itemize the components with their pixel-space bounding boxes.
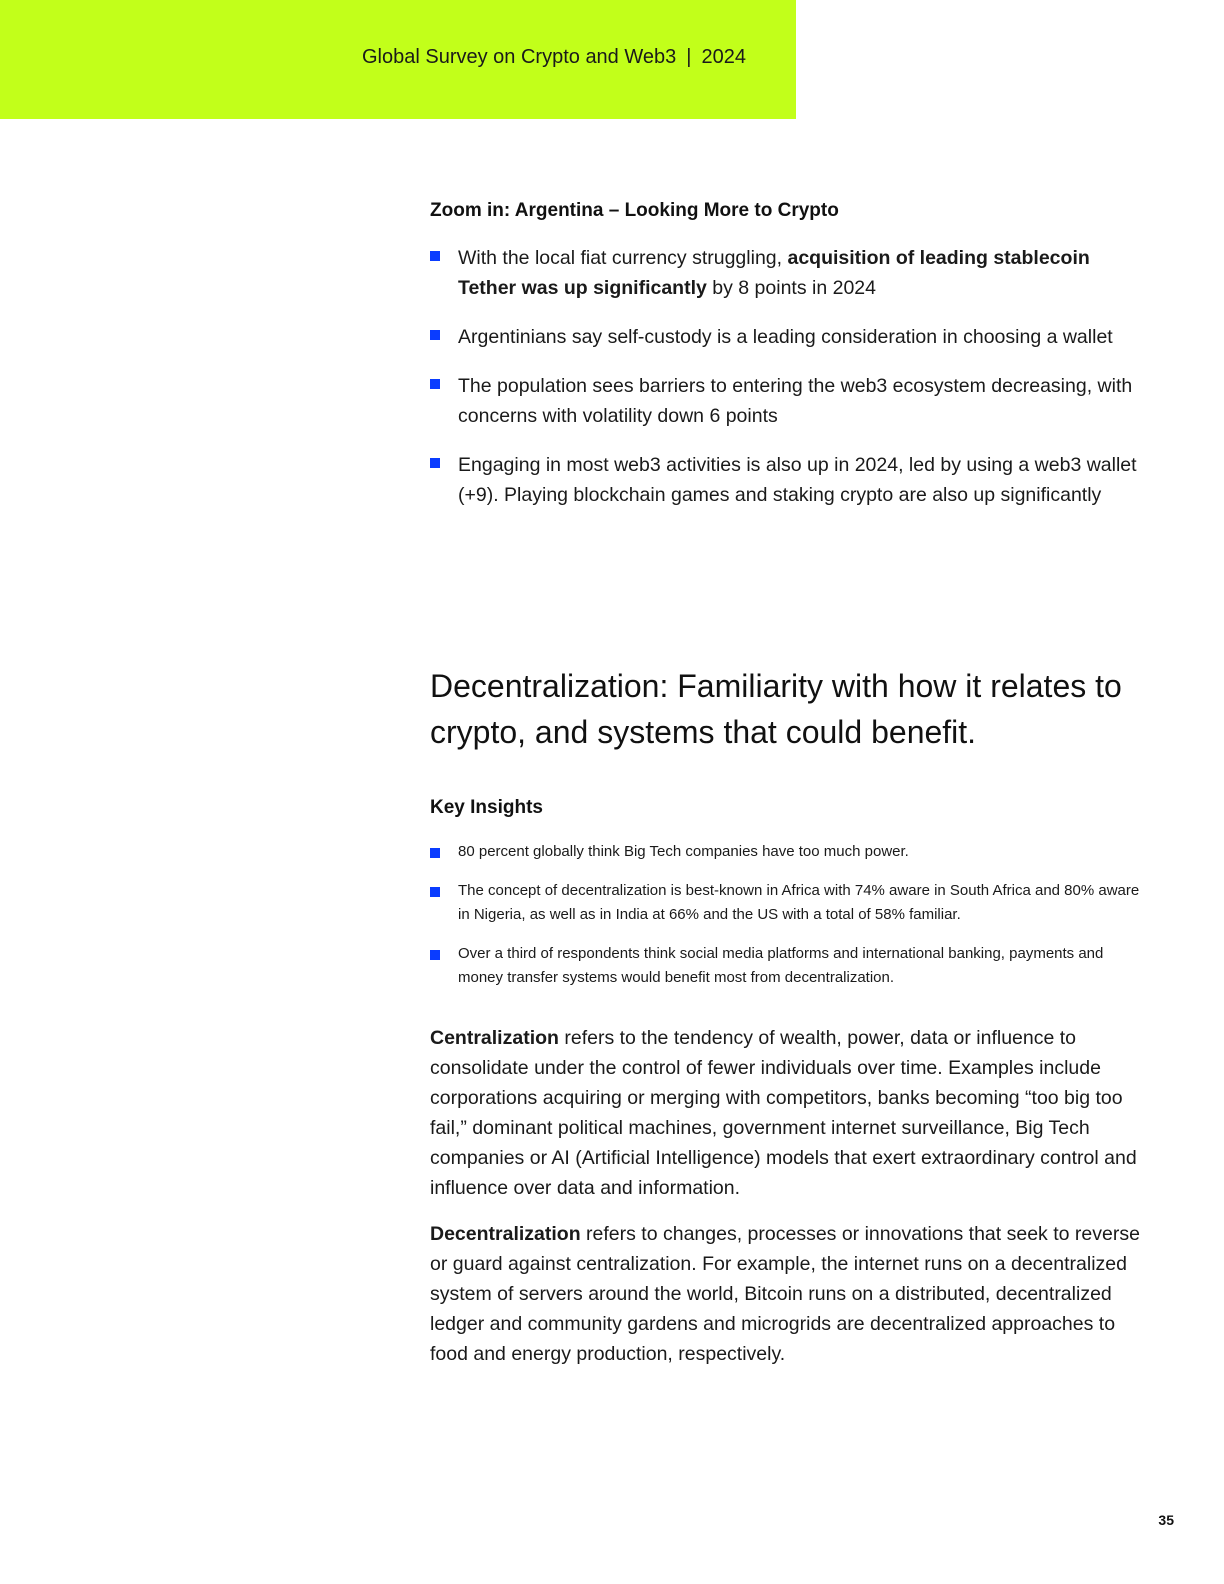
decentralization-section xyxy=(430,663,1150,1385)
list-item xyxy=(430,942,1150,990)
zoom-bullet-list xyxy=(430,243,1150,510)
bullet-square-icon xyxy=(430,379,440,389)
bullet-bold-text: acquisition of leading stablecoin Tether was up significantly xyxy=(458,247,1090,299)
paragraph-text: refers to the tendency of wealth, power, data or influence to consolidate under the control of fewer individuals over time. Examples include corporations acquiring or merging with competitors, banks becoming “too big too fail,” dominant political machines, government internet surveillance, Big Tech companies or AI (Artificial Intelligence) models that exert extraordinary control and influence over data and information. xyxy=(430,1027,1137,1199)
insight-text: The concept of decentralization is best-known in Africa with 74% aware in South Africa and 80% aware in Nigeria, as well as in India at 66% and the US with a total of 58% familiar. xyxy=(458,882,1140,923)
decentralization-paragraph xyxy=(430,1219,1150,1369)
bullet-text-end: by 8 points in 2024 xyxy=(706,277,876,299)
bullet-square-icon xyxy=(430,251,440,261)
insight-text: Over a third of respondents think social media platforms and international banking, payments and money transfer systems would benefit most from decentralization. xyxy=(458,945,1104,986)
list-item xyxy=(430,840,1150,864)
list-item xyxy=(430,879,1150,927)
bullet-square-icon xyxy=(430,330,440,340)
list-item xyxy=(430,450,1150,510)
header-banner xyxy=(0,0,796,119)
zoom-heading: Zoom in: Argentina – Looking More to Crypto xyxy=(430,200,839,221)
bullet-text: With the local fiat currency struggling, xyxy=(458,247,788,269)
centralization-paragraph xyxy=(430,1023,1150,1203)
key-insights-heading: Key Insights xyxy=(430,797,543,818)
report-title xyxy=(362,44,746,70)
list-item xyxy=(430,322,1150,352)
bullet-text: Engaging in most web3 activities is also up in 2024, led by using a web3 wallet (+9). Playing blockchain games and staking crypto are also up significantly xyxy=(458,454,1137,506)
bullet-square-icon xyxy=(430,887,440,897)
report-year: 2024 xyxy=(701,46,746,68)
bullet-square-icon xyxy=(430,458,440,468)
bullet-square-icon xyxy=(430,950,440,960)
term-centralization: Centralization xyxy=(430,1027,559,1049)
definitions xyxy=(430,1023,1150,1369)
bullet-text: Argentinians say self-custody is a leading consideration in choosing a wallet xyxy=(458,326,1113,348)
zoom-in-section xyxy=(430,199,1150,529)
report-title-text: Global Survey on Crypto and Web3 xyxy=(362,46,677,68)
list-item xyxy=(430,243,1150,303)
bullet-text: The population sees barriers to entering the web3 ecosystem decreasing, with concerns with volatility down 6 points xyxy=(458,375,1133,427)
bullet-square-icon xyxy=(430,848,440,858)
title-separator: | xyxy=(686,46,692,68)
paragraph-text: refers to changes, processes or innovations that seek to reverse or guard against centralization. For example, the internet runs on a decentralized system of servers around the world, Bitcoin runs on a distributed, decentralized ledger and community gardens and microgrids are decentralized approaches to food and energy production, respectively. xyxy=(430,1223,1140,1365)
list-item xyxy=(430,371,1150,431)
page-number: 35 xyxy=(1158,1512,1174,1528)
key-insights-list xyxy=(430,840,1150,990)
insight-text: 80 percent globally think Big Tech companies have too much power. xyxy=(458,843,909,860)
section-title: Decentralization: Familiarity with how it relates to crypto, and systems that could benefit. xyxy=(430,668,1122,750)
term-decentralization: Decentralization xyxy=(430,1223,581,1245)
